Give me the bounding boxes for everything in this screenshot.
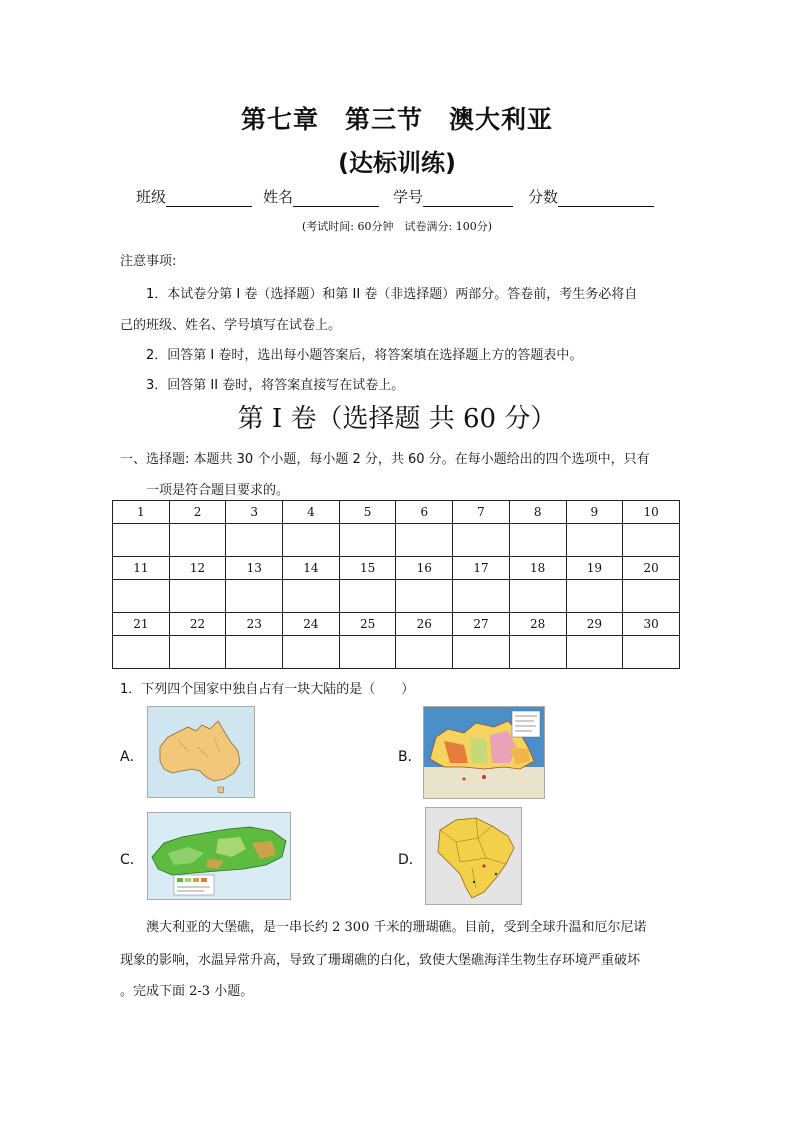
- option-b-label[interactable]: B．: [398, 749, 422, 765]
- question-number: 7: [453, 501, 510, 524]
- section-title: 第 I 卷（选择题 共 60 分）: [237, 404, 557, 434]
- question-number: 22: [169, 613, 226, 636]
- table-row: [113, 580, 680, 613]
- question-number: 16: [396, 557, 453, 580]
- answer-cell[interactable]: [169, 524, 226, 557]
- answer-cell[interactable]: [113, 524, 170, 557]
- answer-cell[interactable]: [509, 580, 566, 613]
- answer-cell[interactable]: [113, 580, 170, 613]
- table-row: [113, 636, 680, 669]
- table-row: [113, 613, 680, 636]
- answer-cell[interactable]: [623, 636, 680, 669]
- answer-cell[interactable]: [339, 580, 396, 613]
- answer-cell[interactable]: [339, 524, 396, 557]
- question-number: 26: [396, 613, 453, 636]
- question-number: 15: [339, 557, 396, 580]
- question-number: 20: [623, 557, 680, 580]
- question-number: 23: [226, 613, 283, 636]
- question-number: 12: [169, 557, 226, 580]
- question-number: 19: [566, 557, 623, 580]
- question-number: 21: [113, 613, 170, 636]
- page-subtitle: (达标训练): [338, 149, 456, 177]
- question-number: 8: [509, 501, 566, 524]
- question-number: 2: [169, 501, 226, 524]
- question-number: 5: [339, 501, 396, 524]
- note-item-2: 2．回答第 I 卷时，选出每小题答案后，将答案填在选择题上方的答题表中。: [146, 348, 583, 363]
- question-number: 1: [113, 501, 170, 524]
- question-number: 3: [226, 501, 283, 524]
- question-number: 14: [283, 557, 340, 580]
- question-number: 28: [509, 613, 566, 636]
- question-number: 10: [623, 501, 680, 524]
- table-row: [113, 524, 680, 557]
- answer-cell[interactable]: [453, 636, 510, 669]
- note-item-1: 1．本试卷分第 I 卷（选择题）和第 II 卷（非选择题）两部分。答卷前，考生务必将自: [146, 287, 638, 302]
- exam-info: (考试时间: 60分钟 试卷满分: 100分): [302, 220, 492, 233]
- note-item-1-cont: 己的班级、姓名、学号填写在试卷上。: [120, 318, 342, 333]
- russia-map-image: [147, 812, 291, 900]
- student-id-field[interactable]: 学号: [393, 186, 513, 207]
- page-title: 第七章 第三节 澳大利亚: [240, 105, 553, 134]
- name-field[interactable]: 姓名: [263, 186, 379, 207]
- question-number: 13: [226, 557, 283, 580]
- option-a-label[interactable]: A．: [120, 749, 144, 765]
- question-number: 11: [113, 557, 170, 580]
- table-row: [113, 501, 680, 524]
- answer-cell[interactable]: [113, 636, 170, 669]
- question-number: 30: [623, 613, 680, 636]
- answer-cell[interactable]: [169, 636, 226, 669]
- question-number: 18: [509, 557, 566, 580]
- answer-cell[interactable]: [283, 580, 340, 613]
- note-item-3: 3．回答第 II 卷时，将答案直接写在试卷上。: [146, 378, 405, 393]
- answer-cell[interactable]: [453, 580, 510, 613]
- option-d-label[interactable]: D．: [398, 852, 423, 868]
- question-number: 17: [453, 557, 510, 580]
- answer-cell[interactable]: [566, 636, 623, 669]
- question-number: 4: [283, 501, 340, 524]
- passage-line-3: 。完成下面 2-3 小题。: [120, 984, 254, 999]
- question-1-stem: 1．下列四个国家中独自占有一块大陆的是（ ）: [120, 682, 415, 697]
- answer-cell[interactable]: [226, 524, 283, 557]
- section-instruction-cont: 一项是符合题目要求的。: [146, 483, 290, 498]
- australia-map-image: [147, 706, 255, 798]
- passage-line-2: 现象的影响，水温异常升高，导致了珊瑚礁的白化，致使大堡礁海洋生物生存环境严重破坏: [120, 953, 641, 968]
- answer-cell[interactable]: [566, 524, 623, 557]
- question-number: 27: [453, 613, 510, 636]
- question-number: 24: [283, 613, 340, 636]
- question-number: 29: [566, 613, 623, 636]
- answer-cell[interactable]: [509, 636, 566, 669]
- answer-cell[interactable]: [169, 580, 226, 613]
- answer-cell[interactable]: [396, 524, 453, 557]
- answer-cell[interactable]: [226, 580, 283, 613]
- answer-cell[interactable]: [396, 636, 453, 669]
- section-instruction: 一、选择题: 本题共 30 个小题，每小题 2 分，共 60 分。在每小题给出的四个选项中，只有: [120, 452, 650, 467]
- notes-heading: 注意事项:: [120, 254, 177, 269]
- answer-cell[interactable]: [623, 580, 680, 613]
- answer-cell[interactable]: [339, 636, 396, 669]
- answer-cell[interactable]: [623, 524, 680, 557]
- class-field[interactable]: 班级: [136, 186, 252, 207]
- table-row: [113, 557, 680, 580]
- option-c-label[interactable]: C．: [120, 852, 144, 868]
- answer-table: [112, 500, 680, 669]
- question-number: 25: [339, 613, 396, 636]
- passage-line-1: 澳大利亚的大堡礁，是一串长约 2 300 千米的珊瑚礁。目前，受到全球升温和厄尔尼诺: [146, 920, 647, 935]
- answer-cell[interactable]: [566, 580, 623, 613]
- answer-cell[interactable]: [283, 524, 340, 557]
- answer-cell[interactable]: [283, 636, 340, 669]
- answer-cell[interactable]: [453, 524, 510, 557]
- question-number: 6: [396, 501, 453, 524]
- answer-cell[interactable]: [226, 636, 283, 669]
- brazil-map-image: [425, 807, 522, 905]
- answer-cell[interactable]: [509, 524, 566, 557]
- score-field[interactable]: 分数: [528, 186, 654, 207]
- question-number: 9: [566, 501, 623, 524]
- canada-map-image: [423, 706, 545, 799]
- answer-cell[interactable]: [396, 580, 453, 613]
